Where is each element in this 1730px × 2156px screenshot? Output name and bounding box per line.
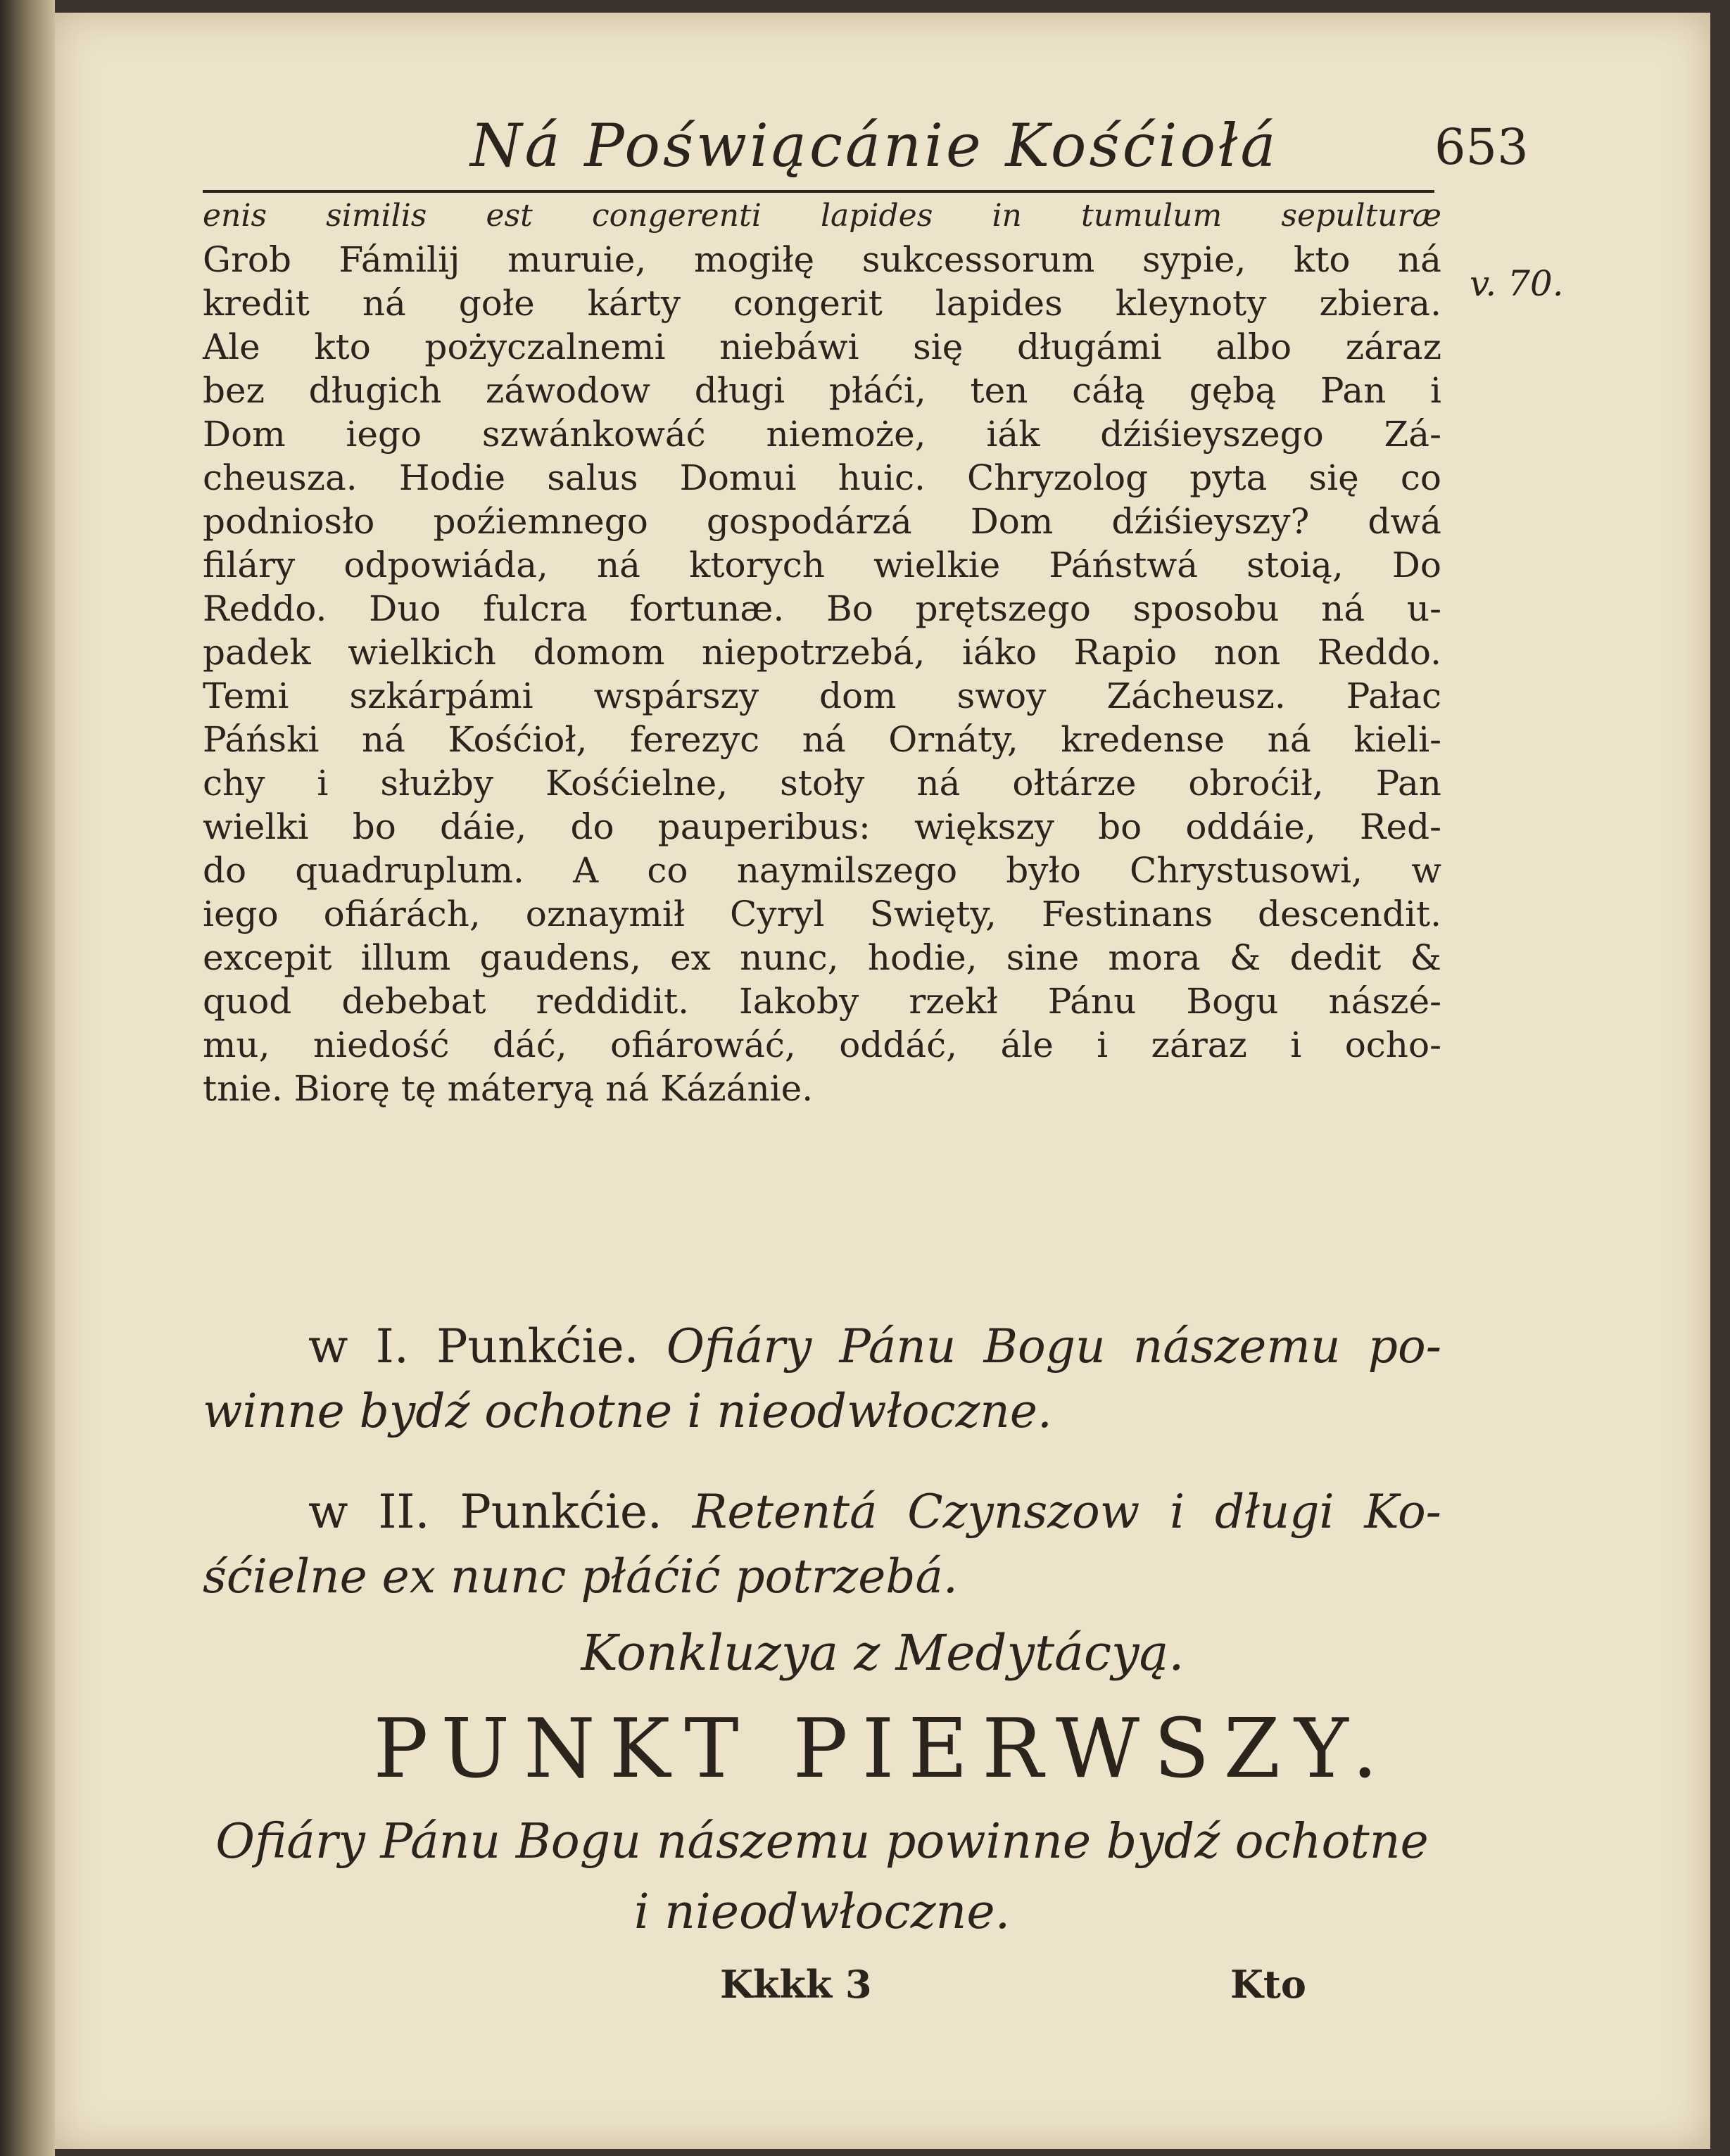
body-line: chy i służby Kośćielne, stoły ná ołtárze obroćił, Pan xyxy=(203,763,1441,804)
body-line: Dom iego szwánkowáć niemoże, iák dźiśieyszego Zá- xyxy=(203,414,1441,455)
outline-point-1 xyxy=(203,1314,1441,1444)
running-header-title: Ná Poświącánie Kośćiołá xyxy=(470,111,1279,180)
body-line: filáry odpowiáda, ná ktorych wielkie Páństwá stoią, Do xyxy=(203,545,1441,585)
body-line: Ale kto pożyczalnemi niebáwi się długámi albo záraz xyxy=(203,326,1441,367)
book-page xyxy=(55,13,1710,2149)
body-line: Grob Fámilij muruie, mogiłę sukcessorum sypie, kto ná xyxy=(203,239,1441,280)
body-line: tnie. Biorę tę máteryą ná Kázánie. xyxy=(203,1068,814,1109)
signature-mark: Kkkk 3 xyxy=(720,1962,872,2007)
body-line: iego ofiárách, oznaymił Cyryl Swięty, Festinans descendit. xyxy=(203,894,1441,934)
body-line: excepit illum gaudens, ex nunc, hodie, sine mora & dedit & xyxy=(203,937,1441,978)
body-line: cheusza. Hodie salus Domui huic. Chryzolog pyta się co xyxy=(203,457,1441,498)
outline-point-2-text: Retentá Czynszow i długi Ko-śćielne ex nunc płáćić potrzebá. xyxy=(203,1485,1441,1604)
body-line: enis similis est congerenti lapides in tumulum sepulturæ xyxy=(203,198,1441,234)
book-gutter xyxy=(0,0,55,2156)
section-subtitle: Ofiáry Pánu Bogu nászemu powinne bydź ochotne i nieodwłoczne. xyxy=(215,1814,1429,1940)
body-line: padek wielkich domom niepotrzebá, iáko Rapio non Reddo. xyxy=(203,632,1441,673)
body-line: Páński ná Kośćioł, ferezyc ná Ornáty, kredense ná kieli- xyxy=(203,719,1441,760)
conclusion-heading: Konkluzya z Medytácyą. xyxy=(581,1624,1185,1682)
body-line: kredit ná gołe kárty congerit lapides kleynoty zbiera. xyxy=(203,283,1441,324)
body-line: podniosło poźiemnego gospodárzá Dom dźiśieyszy? dwá xyxy=(203,501,1441,542)
outline-point-1-label: w I. Punkćie. xyxy=(308,1319,639,1374)
outline-point-2-label: w II. Punkćie. xyxy=(308,1485,662,1539)
body-line: Temi szkárpámi wspárszy dom swoy Zácheusz. Pałac xyxy=(203,676,1441,716)
body-line: do quadruplum. A co naymilszego było Chrystusowi, w xyxy=(203,850,1441,891)
margin-note: v. 70. xyxy=(1470,263,1564,304)
body-line: bez długich záwodow długi płáći, ten cáłą gębą Pan i xyxy=(203,370,1441,411)
page-number: 653 xyxy=(1434,118,1529,176)
body-text xyxy=(203,194,1441,1110)
catchword: Kto xyxy=(1230,1962,1306,2007)
outline-point-2 xyxy=(203,1480,1441,1609)
section-heading: PUNKT PIERWSZY. xyxy=(373,1701,1392,1796)
body-line: Reddo. Duo fulcra fortunæ. Bo prętszego sposobu ná u- xyxy=(203,588,1441,629)
body-line: mu, niedość dáć, ofiárowáć, oddáć, ále i záraz i ocho- xyxy=(203,1025,1441,1065)
header-rule xyxy=(203,190,1434,193)
body-line: wielki bo dáie, do pauperibus: większy bo oddáie, Red- xyxy=(203,806,1441,847)
outline-point-1-text: Ofiáry Pánu Bogu nászemu po-winne bydź ochotne i nieodwłoczne. xyxy=(203,1319,1442,1438)
body-line: quod debebat reddidit. Iakoby rzekł Pánu Bogu nászé- xyxy=(203,981,1441,1022)
